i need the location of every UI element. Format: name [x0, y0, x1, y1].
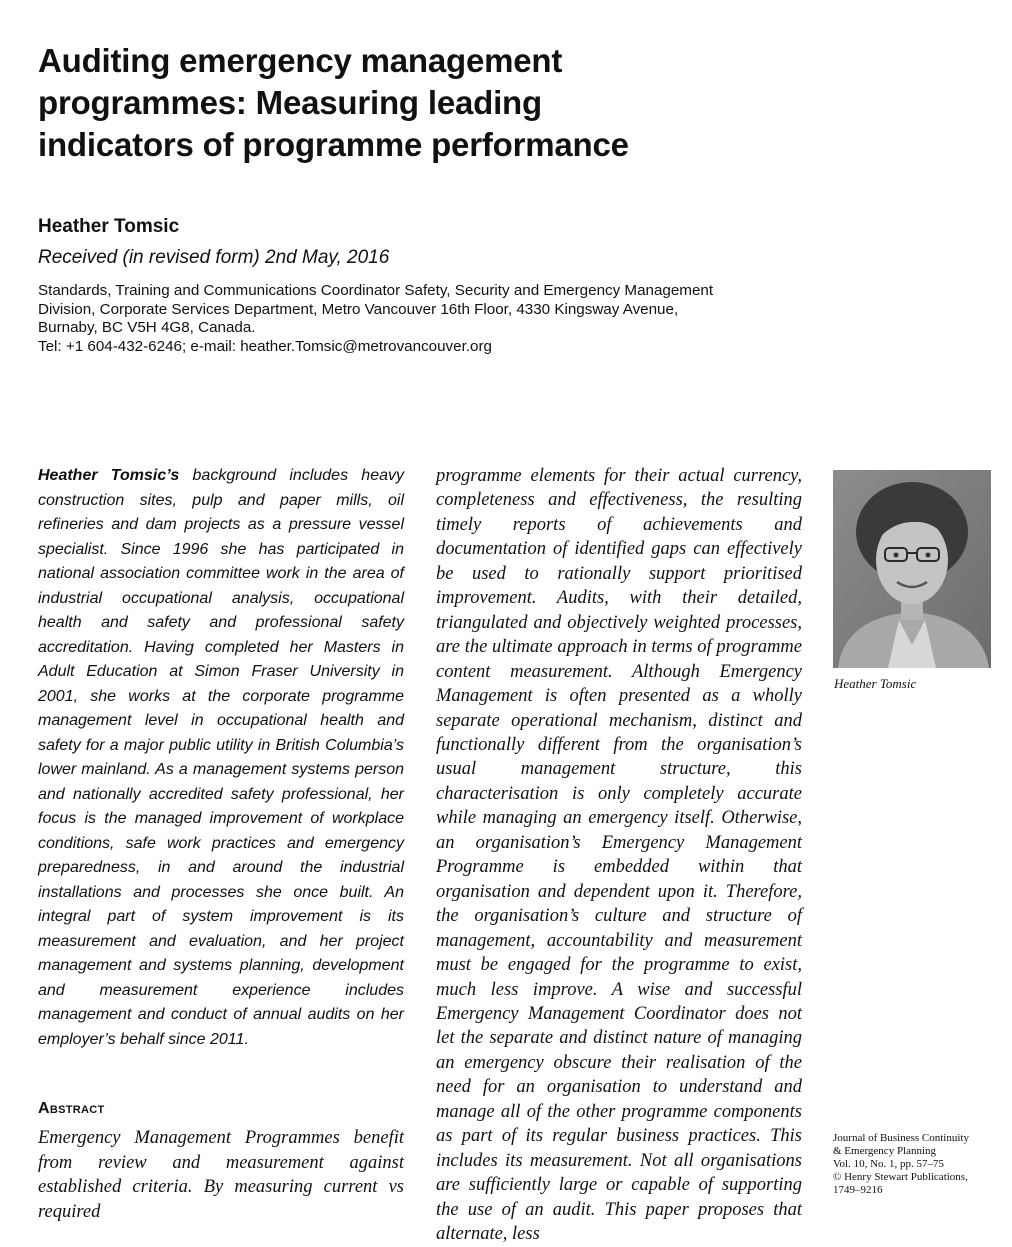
journal-line: Journal of Business Continuity [833, 1132, 969, 1144]
abstract-text: Emergency Management Programmes benefit from review and measurement against established criteria. By measuring current vs required [38, 1128, 404, 1222]
affiliation-line: Standards, Training and Communications Coordinator Safety, Security and Emergency Management [38, 282, 714, 299]
author-photo [833, 470, 991, 668]
author-affiliation [38, 282, 838, 356]
title-line: Auditing emergency management [38, 42, 563, 79]
journal-line: Vol. 10, No. 1, pp. 57–75 [833, 1158, 945, 1170]
journal-line: © Henry Stewart Publications, [833, 1171, 968, 1183]
journal-line: 1749–9216 [833, 1184, 883, 1196]
journal-line: & Emergency Planning [833, 1145, 937, 1157]
bio-author-name: Heather Tomsic’s [38, 467, 180, 484]
body-text-column: programme elements for their actual currency, completeness and effectiveness, the resulting timely reports of achievements and documentation of identified gaps can effectively be used to rationally support prioritised improvement. Audits, with their detailed, triangulated and objectively weighted processes, are the ultimate approach in terms of programme content measurement. Although Emergency Management is often presented as a wholly separate operational mechanism, distinct and functionally different from the organisation’s usual management structure, this characterisation is only completely accurate while managing an emergency itself. Otherwise, an organisation’s Emergency Management Programme is embedded within that organisation and dependent upon it. Therefore, the organisation’s culture and structure of management, accountability and measurement must be engaged for the programme to exist, much less improve. A wise and successful Emergency Management Coordinator does not let the separate and distinct nature of managing an emergency obscure their realisation of the need for an organisation to understand and manage all of the other programme components as part of its regular business practices. This includes its measurement. Not all organisations are sufficiently large or capable of supporting the use of an audit. This paper proposes that alternate, less [436, 466, 802, 1245]
article-title [38, 40, 758, 166]
author-bio [38, 464, 404, 1052]
author-name: Heather Tomsic [38, 216, 180, 237]
received-date: Received (in revised form) 2nd May, 2016 [38, 247, 390, 268]
title-line: programmes: Measuring leading [38, 84, 542, 121]
contact-line: Tel: +1 604-432-6246; e-mail: heather.Tomsic@metrovancouver.org [38, 337, 492, 355]
photo-caption: Heather Tomsic [834, 676, 917, 691]
bio-text: background includes heavy construction sites, pulp and paper mills, oil refineries and dam projects as a pressure vessel specialist. Since 1996 she has participated in national association committee work in the area of industrial occupational analysis, occupational health and safety and professional safety accreditation. Having completed her Masters in Adult Education at Simon Fraser University in 2001, she works at the corporate programme management level in occupational health and safety for a major public utility in British Columbia’s lower mainland. As a management systems person and nationally accredited safety professional, her focus is the managed improvement of workplace conditions, safe work practices and emergency preparedness, in and around the industrial installations and processes she once built. An integral part of system improvement is its measurement and evaluation, and her project management and systems planning, development and measurement experience includes management and conduct of annual audits on her employer’s behalf since 2011. [38, 467, 405, 1048]
affiliation-line: Burnaby, BC V5H 4G8, Canada. [38, 319, 256, 336]
journal-citation [833, 1132, 1003, 1197]
abstract-heading: Abstract [38, 1100, 105, 1117]
title-line: indicators of programme performance [38, 126, 629, 163]
affiliation-line: Division, Corporate Services Department, Metro Vancouver 16th Floor, 4330 Kingsway Avenue, [38, 300, 679, 318]
